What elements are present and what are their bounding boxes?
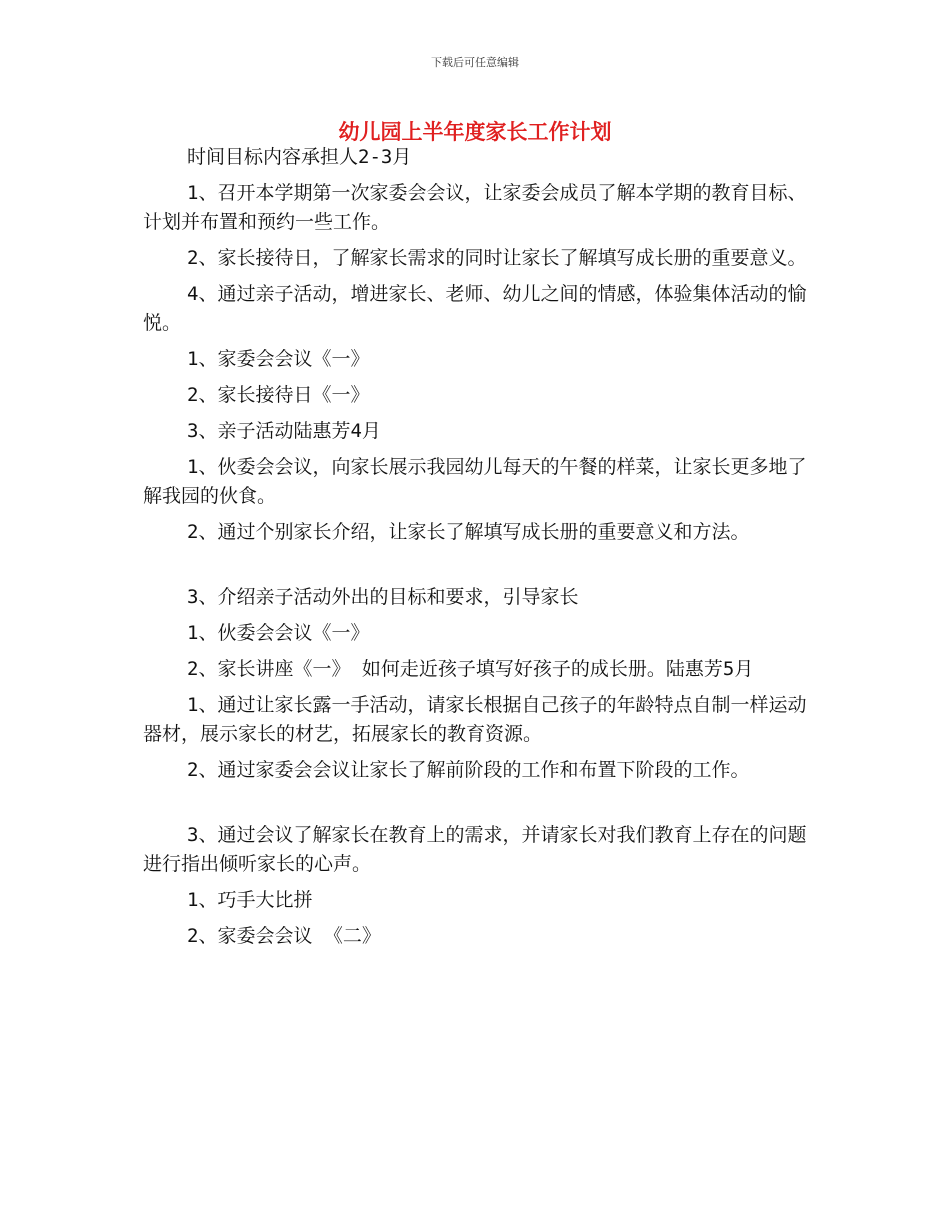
paragraph: 3、介绍亲子活动外出的目标和要求，引导家长	[187, 586, 579, 608]
paragraph: 2、家委会会议 《二》	[187, 925, 381, 947]
paragraph: 1、召开本学期第一次家委会会议，让家委会成员了解本学期的教育目标、计划并布置和预约一些工作。	[143, 182, 807, 233]
paragraph: 1、通过让家长露一手活动，请家长根据自己孩子的年龄特点自制一样运动器材，展示家长的材艺，拓展家长的教育资源。	[143, 694, 807, 745]
page-header-note: 下载后可任意编辑	[431, 56, 519, 69]
paragraph: 2、家长接待日，了解家长需求的同时让家长了解填写成长册的重要意义。	[187, 247, 807, 269]
paragraph: 2、家长接待日《一》	[187, 384, 370, 406]
paragraph: 1、伙委会会议《一》	[187, 622, 370, 644]
paragraph: 3、通过会议了解家长在教育上的需求，并请家长对我们教育上存在的问题进行指出倾听家长的心声。	[143, 824, 807, 875]
paragraph: 时间目标内容承担人2-3月	[187, 146, 412, 168]
paragraph: 1、巧手大比拼	[187, 889, 313, 911]
paragraph: 3、亲子活动陆惠芳4月	[187, 420, 381, 442]
paragraph: 2、通过家委会会议让家长了解前阶段的工作和布置下阶段的工作。	[187, 759, 750, 781]
document-body	[143, 143, 813, 951]
paragraph: 2、通过个别家长介绍，让家长了解填写成长册的重要意义和方法。	[187, 521, 750, 543]
paragraph: 2、家长讲座《一》 如何走近孩子填写好孩子的成长册。陆惠芳5月	[187, 658, 754, 680]
paragraph: 4、通过亲子活动，增进家长、老师、幼儿之间的情感，体验集体活动的愉悦。	[143, 283, 807, 334]
document-title: 幼儿园上半年度家长工作计划	[338, 119, 612, 144]
paragraph: 1、伙委会会议，向家长展示我园幼儿每天的午餐的样菜，让家长更多地了解我园的伙食。	[143, 456, 807, 507]
paragraph: 1、家委会会议《一》	[187, 348, 370, 370]
